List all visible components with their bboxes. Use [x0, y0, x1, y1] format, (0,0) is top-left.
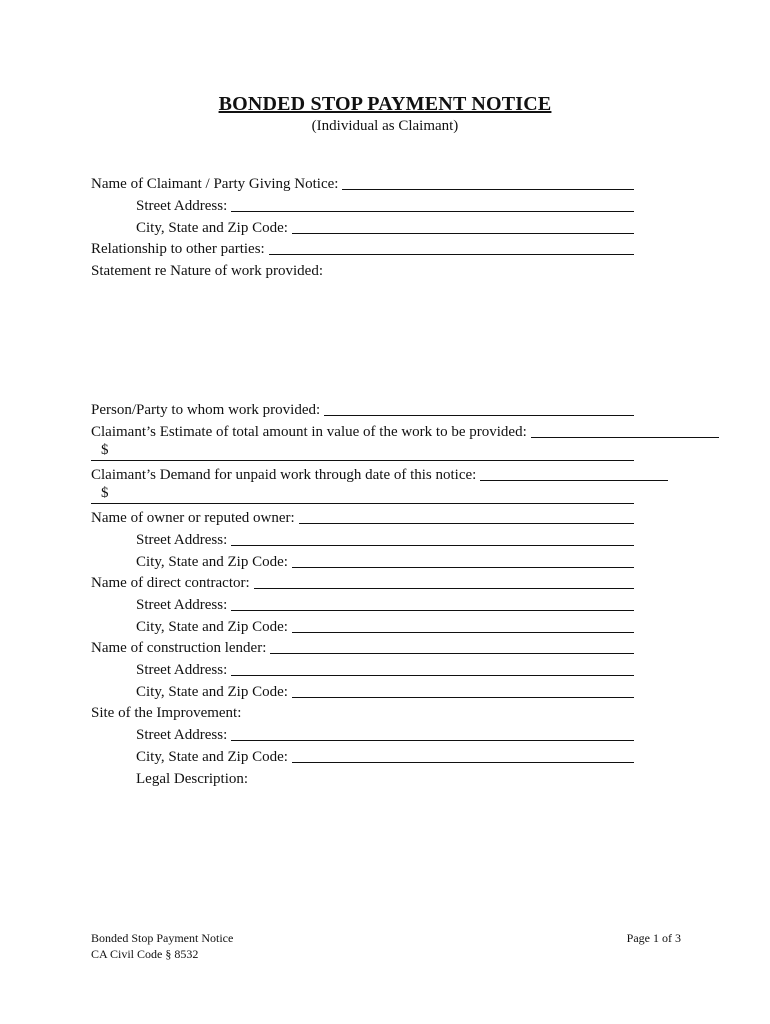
contractor-city-input[interactable]	[292, 617, 634, 633]
owner-street-row	[136, 529, 634, 549]
estimate-amount-field[interactable]	[91, 441, 634, 461]
nature-of-work-row	[91, 260, 634, 280]
site-city-label: City, State and Zip Code:	[136, 749, 288, 765]
contractor-name-label: Name of direct contractor:	[91, 575, 250, 591]
lender-street-label: Street Address:	[136, 662, 228, 678]
lender-name-label: Name of construction lender:	[91, 640, 267, 656]
legal-description-row	[136, 768, 634, 788]
site-city-input[interactable]	[292, 747, 634, 763]
nature-of-work-label: Statement re Nature of work provided:	[91, 263, 324, 279]
relationship-label: Relationship to other parties:	[91, 241, 265, 257]
document-subtitle: (Individual as Claimant)	[311, 118, 459, 134]
site-row	[91, 702, 634, 722]
relationship-input[interactable]	[269, 239, 634, 255]
owner-name-row	[91, 507, 634, 527]
lender-city-row	[136, 681, 634, 701]
contractor-name-input[interactable]	[254, 573, 634, 589]
contractor-street-row	[136, 594, 634, 614]
estimate-input[interactable]	[531, 422, 719, 438]
owner-name-label: Name of owner or reputed owner:	[91, 510, 295, 526]
owner-city-label: City, State and Zip Code:	[136, 554, 288, 570]
footer-left	[91, 930, 233, 962]
site-street-input[interactable]	[231, 725, 634, 741]
demand-row	[91, 464, 634, 484]
lender-city-label: City, State and Zip Code:	[136, 684, 288, 700]
relationship-row	[91, 238, 634, 258]
lender-street-input[interactable]	[231, 660, 634, 676]
demand-dollar-sign: $	[101, 485, 109, 501]
site-city-row	[136, 746, 634, 766]
contractor-city-row	[136, 616, 634, 636]
contractor-name-row	[91, 572, 634, 592]
lender-city-input[interactable]	[292, 682, 634, 698]
contractor-street-input[interactable]	[231, 595, 634, 611]
person-party-row	[91, 399, 634, 419]
claimant-street-input[interactable]	[231, 196, 634, 212]
lender-name-row	[91, 637, 634, 657]
owner-name-input[interactable]	[299, 508, 634, 524]
site-label: Site of the Improvement:	[91, 705, 242, 721]
claimant-name-label: Name of Claimant / Party Giving Notice:	[91, 176, 339, 192]
person-party-input[interactable]	[324, 400, 634, 416]
owner-street-label: Street Address:	[136, 532, 228, 548]
demand-label: Claimant’s Demand for unpaid work through date of this notice:	[91, 467, 477, 483]
person-party-label: Person/Party to whom work provided:	[91, 402, 321, 418]
claimant-name-input[interactable]	[342, 174, 634, 190]
owner-city-row	[136, 551, 634, 571]
estimate-dollar-sign: $	[101, 442, 109, 458]
claimant-city-row	[136, 217, 634, 237]
document-title: BONDED STOP PAYMENT NOTICE	[218, 93, 552, 115]
claimant-street-row	[136, 195, 634, 215]
legal-description-label: Legal Description:	[136, 771, 249, 787]
owner-street-input[interactable]	[231, 530, 634, 546]
footer-document-name: Bonded Stop Payment Notice	[91, 931, 234, 945]
demand-input[interactable]	[480, 465, 668, 481]
claimant-name-row	[91, 173, 634, 193]
contractor-street-label: Street Address:	[136, 597, 228, 613]
lender-name-input[interactable]	[270, 638, 634, 654]
claimant-city-label: City, State and Zip Code:	[136, 220, 288, 236]
page-number: Page 1 of 3	[626, 931, 681, 945]
claimant-street-label: Street Address:	[136, 198, 228, 214]
lender-street-row	[136, 659, 634, 679]
contractor-city-label: City, State and Zip Code:	[136, 619, 288, 635]
footer-code-reference: CA Civil Code § 8532	[91, 947, 199, 961]
site-street-label: Street Address:	[136, 727, 228, 743]
site-street-row	[136, 724, 634, 744]
claimant-city-input[interactable]	[292, 218, 634, 234]
demand-amount-field[interactable]	[91, 484, 634, 504]
estimate-label: Claimant’s Estimate of total amount in value of the work to be provided:	[91, 424, 527, 440]
owner-city-input[interactable]	[292, 552, 634, 568]
estimate-row	[91, 421, 634, 441]
